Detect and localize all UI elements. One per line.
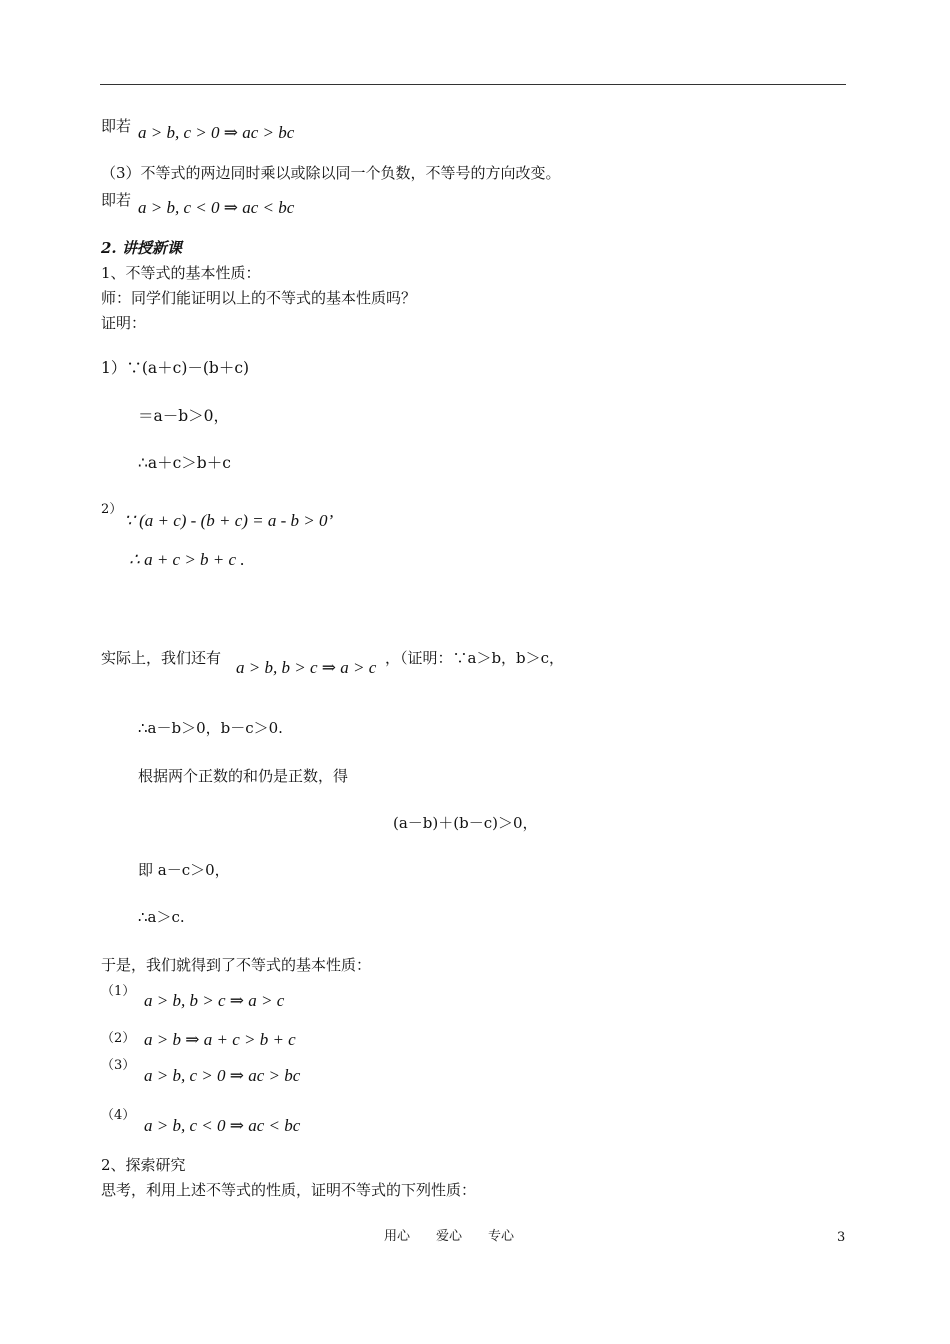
proof-1-line: ＝a－b＞0， xyxy=(138,407,230,425)
math-formula: a > b, c < 0 ⇒ ac < bc xyxy=(138,198,295,217)
proof-1-line: ∴a＋c＞b＋c xyxy=(138,454,231,472)
property-formula: a > b, c < 0 ⇒ ac < bc xyxy=(144,1116,301,1135)
page-number: 3 xyxy=(837,1230,846,1245)
math-formula: a > b, c > 0 ⇒ ac > bc xyxy=(138,123,295,142)
teacher-question: 师：同学们能证明以上的不等式的基本性质吗？ xyxy=(101,289,417,307)
proof-step: 即 a－c＞0， xyxy=(138,861,230,879)
proof-step: ∴a＞c. xyxy=(138,908,185,926)
conclusion-text: 于是，我们就得到了不等式的基本性质： xyxy=(101,956,372,974)
math-formula: a > b, b > c ⇒ a > c xyxy=(236,658,377,677)
proof-step: 根据两个正数的和仍是正数，得 xyxy=(138,767,349,785)
proof-label: 证明： xyxy=(101,314,147,332)
line-prefix: 即若 xyxy=(101,117,132,135)
think-prompt: 思考，利用上述不等式的性质，证明不等式的下列性质： xyxy=(101,1181,477,1199)
property-formula: a > b ⇒ a + c > b + c xyxy=(144,1030,296,1049)
property-label: （4） xyxy=(101,1108,136,1123)
property-formula: a > b, b > c ⇒ a > c xyxy=(144,991,285,1010)
section-heading: 2. 讲授新课 xyxy=(101,239,182,257)
proof-step: (a－b)＋(b－c)＞0， xyxy=(393,814,538,832)
subsection-title: 1、不等式的基本性质： xyxy=(101,264,261,282)
footer-motto: 用心 爱心 专心 xyxy=(384,1229,515,1244)
property-formula: a > b, c > 0 ⇒ ac > bc xyxy=(144,1066,301,1085)
proof-step: ∴a－b＞0，b－c＞0. xyxy=(138,719,283,737)
math-formula: ∵ (a + c) - (b + c) = a - b > 0’ xyxy=(124,511,334,530)
property-label: （2） xyxy=(101,1031,136,1046)
rule-3-text: （3）不等式的两边同时乘以或除以同一个负数，不等号的方向改变。 xyxy=(101,164,561,182)
property-label: （1） xyxy=(101,984,136,999)
line-prefix: 实际上，我们还有 xyxy=(101,649,222,667)
proof-1-line: 1）∵(a＋c)－(b＋c) xyxy=(101,359,250,377)
line-prefix: 即若 xyxy=(101,191,132,209)
property-label: （3） xyxy=(101,1058,136,1073)
subsection-title: 2、探索研究 xyxy=(101,1156,186,1174)
math-formula: ∴ a + c > b + c . xyxy=(129,550,245,569)
proof-text: ，（证明：∵a＞b，b＞c， xyxy=(385,649,565,667)
proof-2-number: 2） xyxy=(101,502,123,517)
header-rule xyxy=(100,84,846,85)
